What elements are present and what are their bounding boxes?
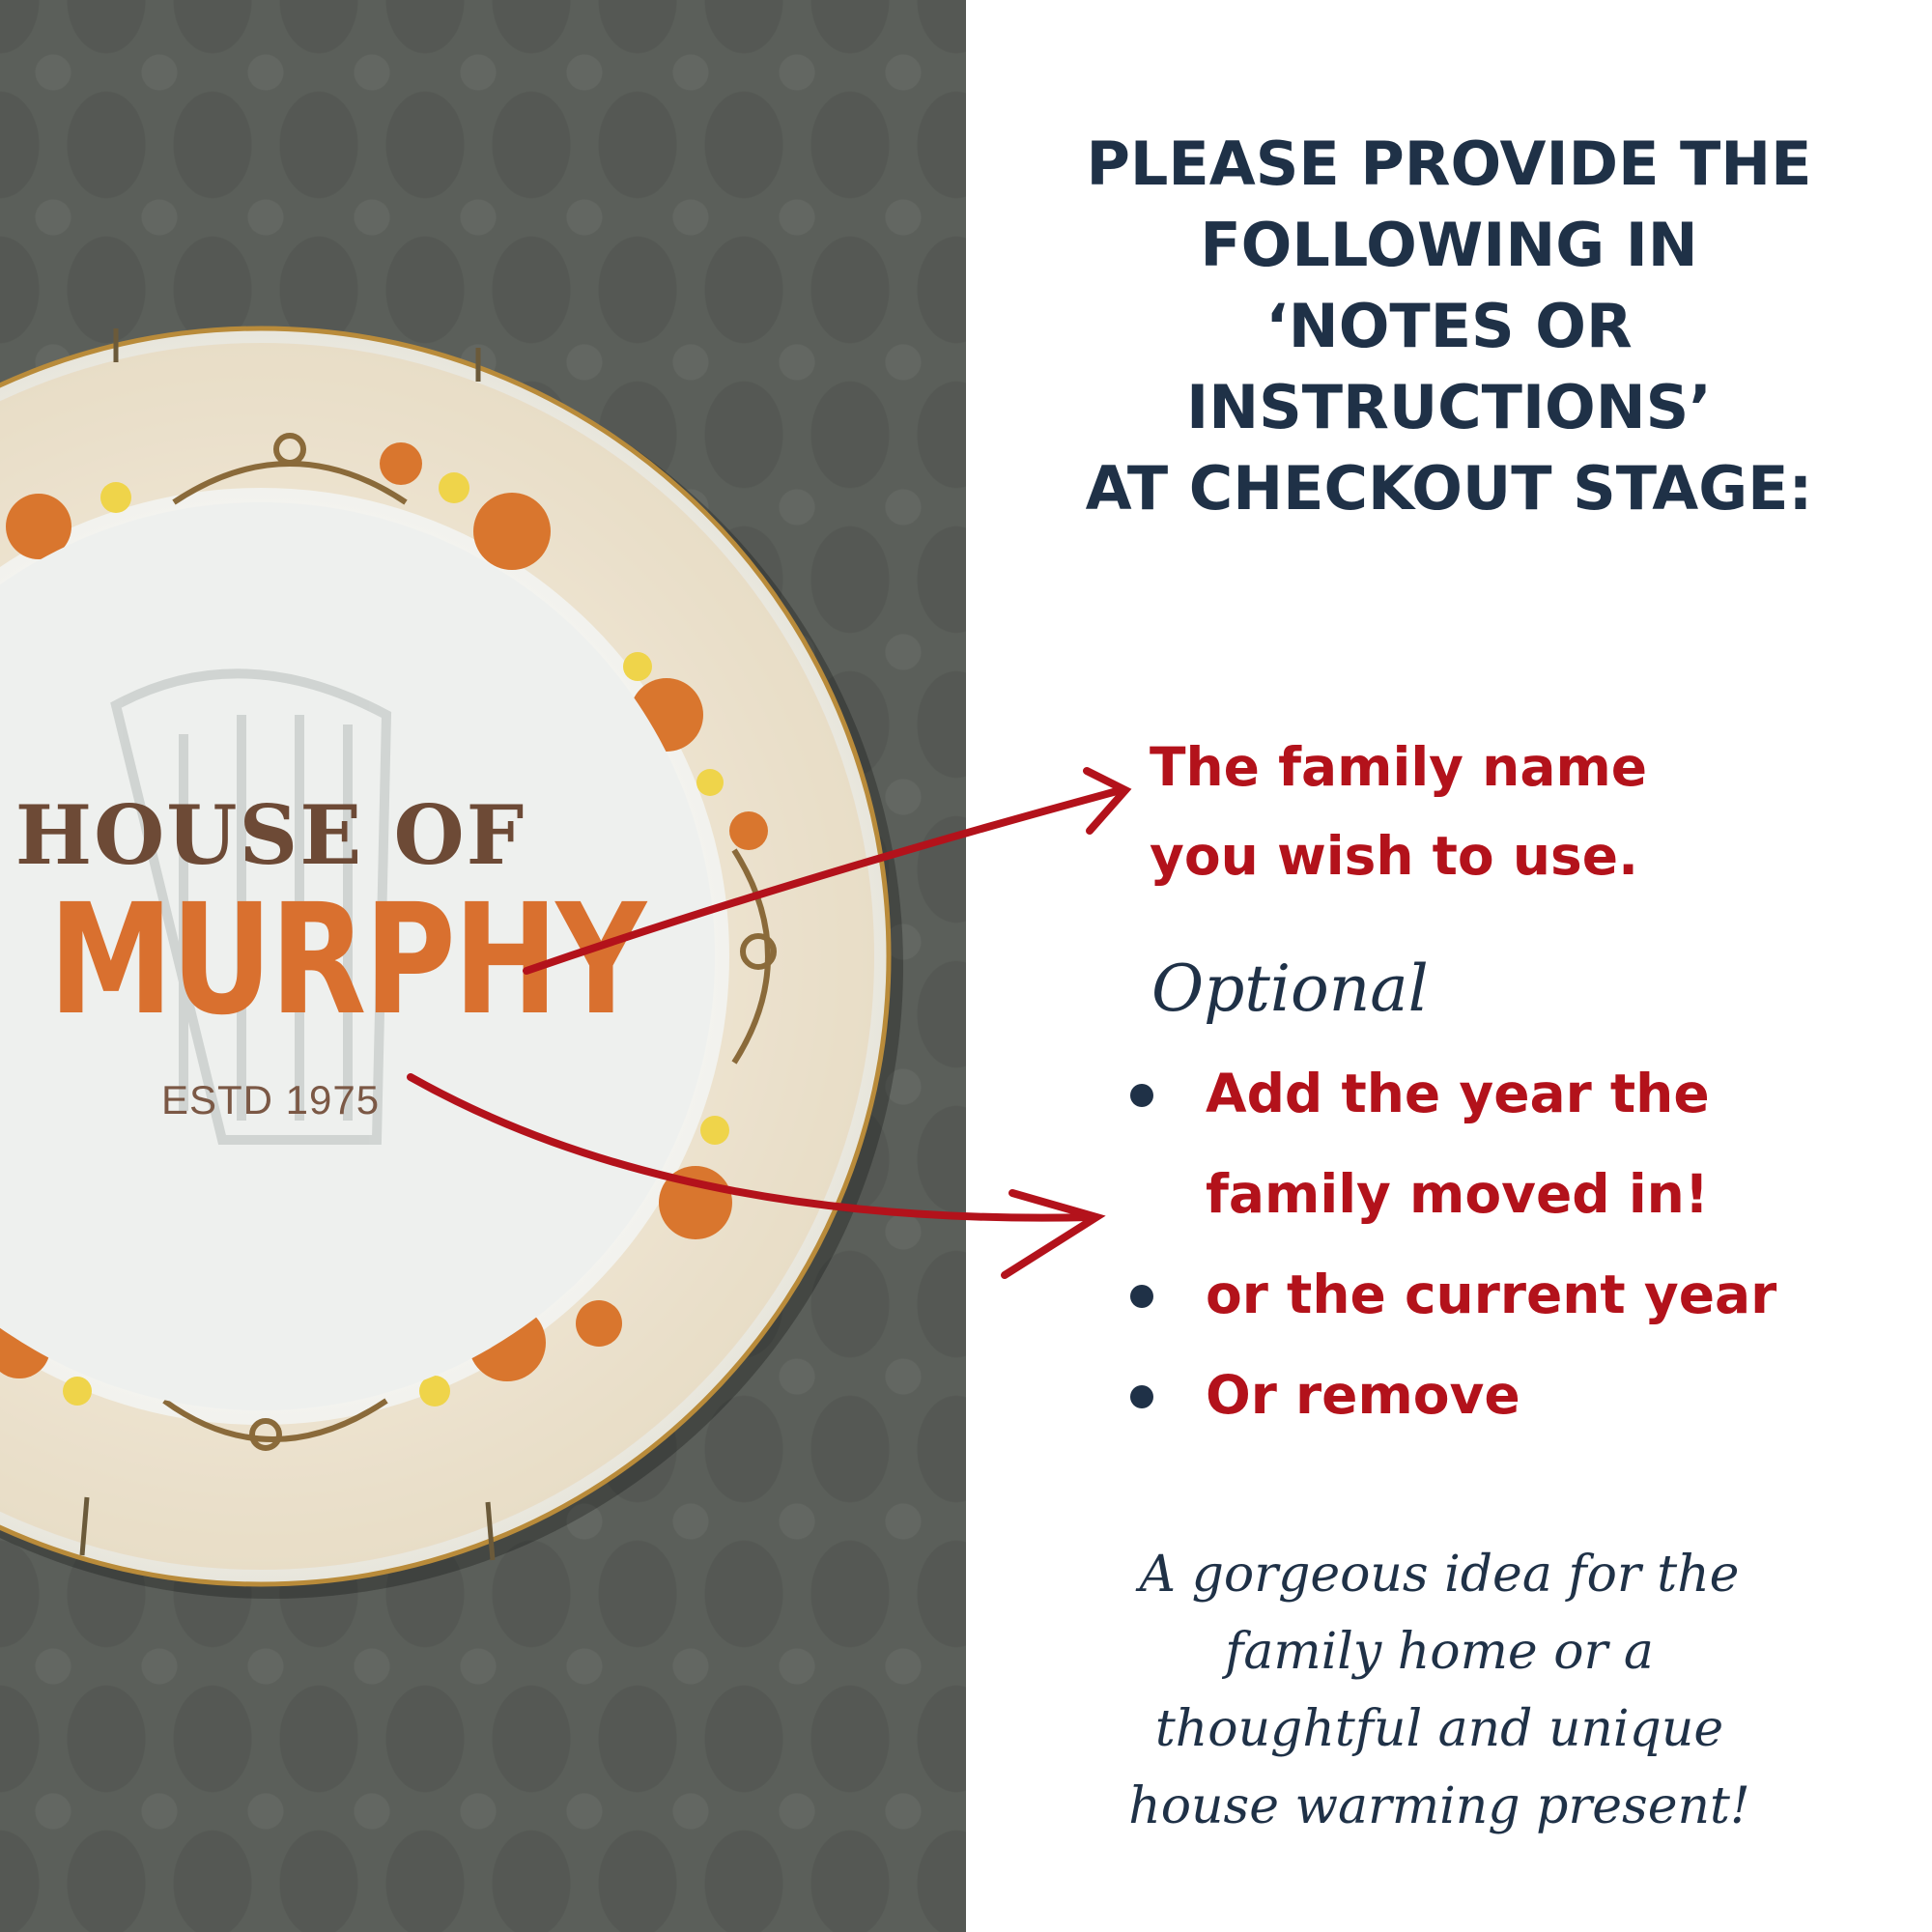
family-name-instruction [1150, 723, 1647, 900]
note-line: family home or a [1225, 1623, 1654, 1681]
family-name-line: The family name [1150, 736, 1648, 798]
plate-house-of-text: HOUSE OF [14, 787, 526, 883]
list-item-text: Add the year the [1206, 1063, 1710, 1124]
list-item [1130, 1043, 1776, 1244]
note-line: thoughtful and unique [1154, 1700, 1724, 1758]
list-item [1130, 1345, 1776, 1445]
heading-line: ‘NOTES OR [1265, 291, 1633, 361]
bullet-icon [1130, 1084, 1153, 1107]
family-name-line: you wish to use. [1150, 825, 1638, 887]
bullet-icon [1130, 1285, 1153, 1308]
plate-family-name-text: MURPHY [48, 871, 644, 1049]
list-item [1130, 1244, 1776, 1345]
gift-idea-note [1092, 1536, 1787, 1845]
heading-line: PLEASE PROVIDE THE [1086, 128, 1812, 199]
optional-label: Optional [1151, 952, 1429, 1026]
note-line: A gorgeous idea for the [1139, 1546, 1740, 1604]
list-item-text: family moved in! [1206, 1163, 1709, 1225]
bullet-icon [1130, 1385, 1153, 1408]
optional-list [1130, 1043, 1776, 1445]
plate-established-text: ESTD 1975 [160, 1077, 381, 1122]
heading-line: FOLLOWING IN [1200, 210, 1698, 280]
note-line: house warming present! [1128, 1777, 1750, 1835]
checkout-instructions-heading [966, 124, 1932, 529]
list-item-text: or the current year [1206, 1264, 1777, 1325]
heading-line: INSTRUCTIONS’ [1186, 372, 1712, 442]
list-item-text: Or remove [1206, 1364, 1520, 1426]
heading-line: AT CHECKOUT STAGE: [1085, 453, 1813, 524]
